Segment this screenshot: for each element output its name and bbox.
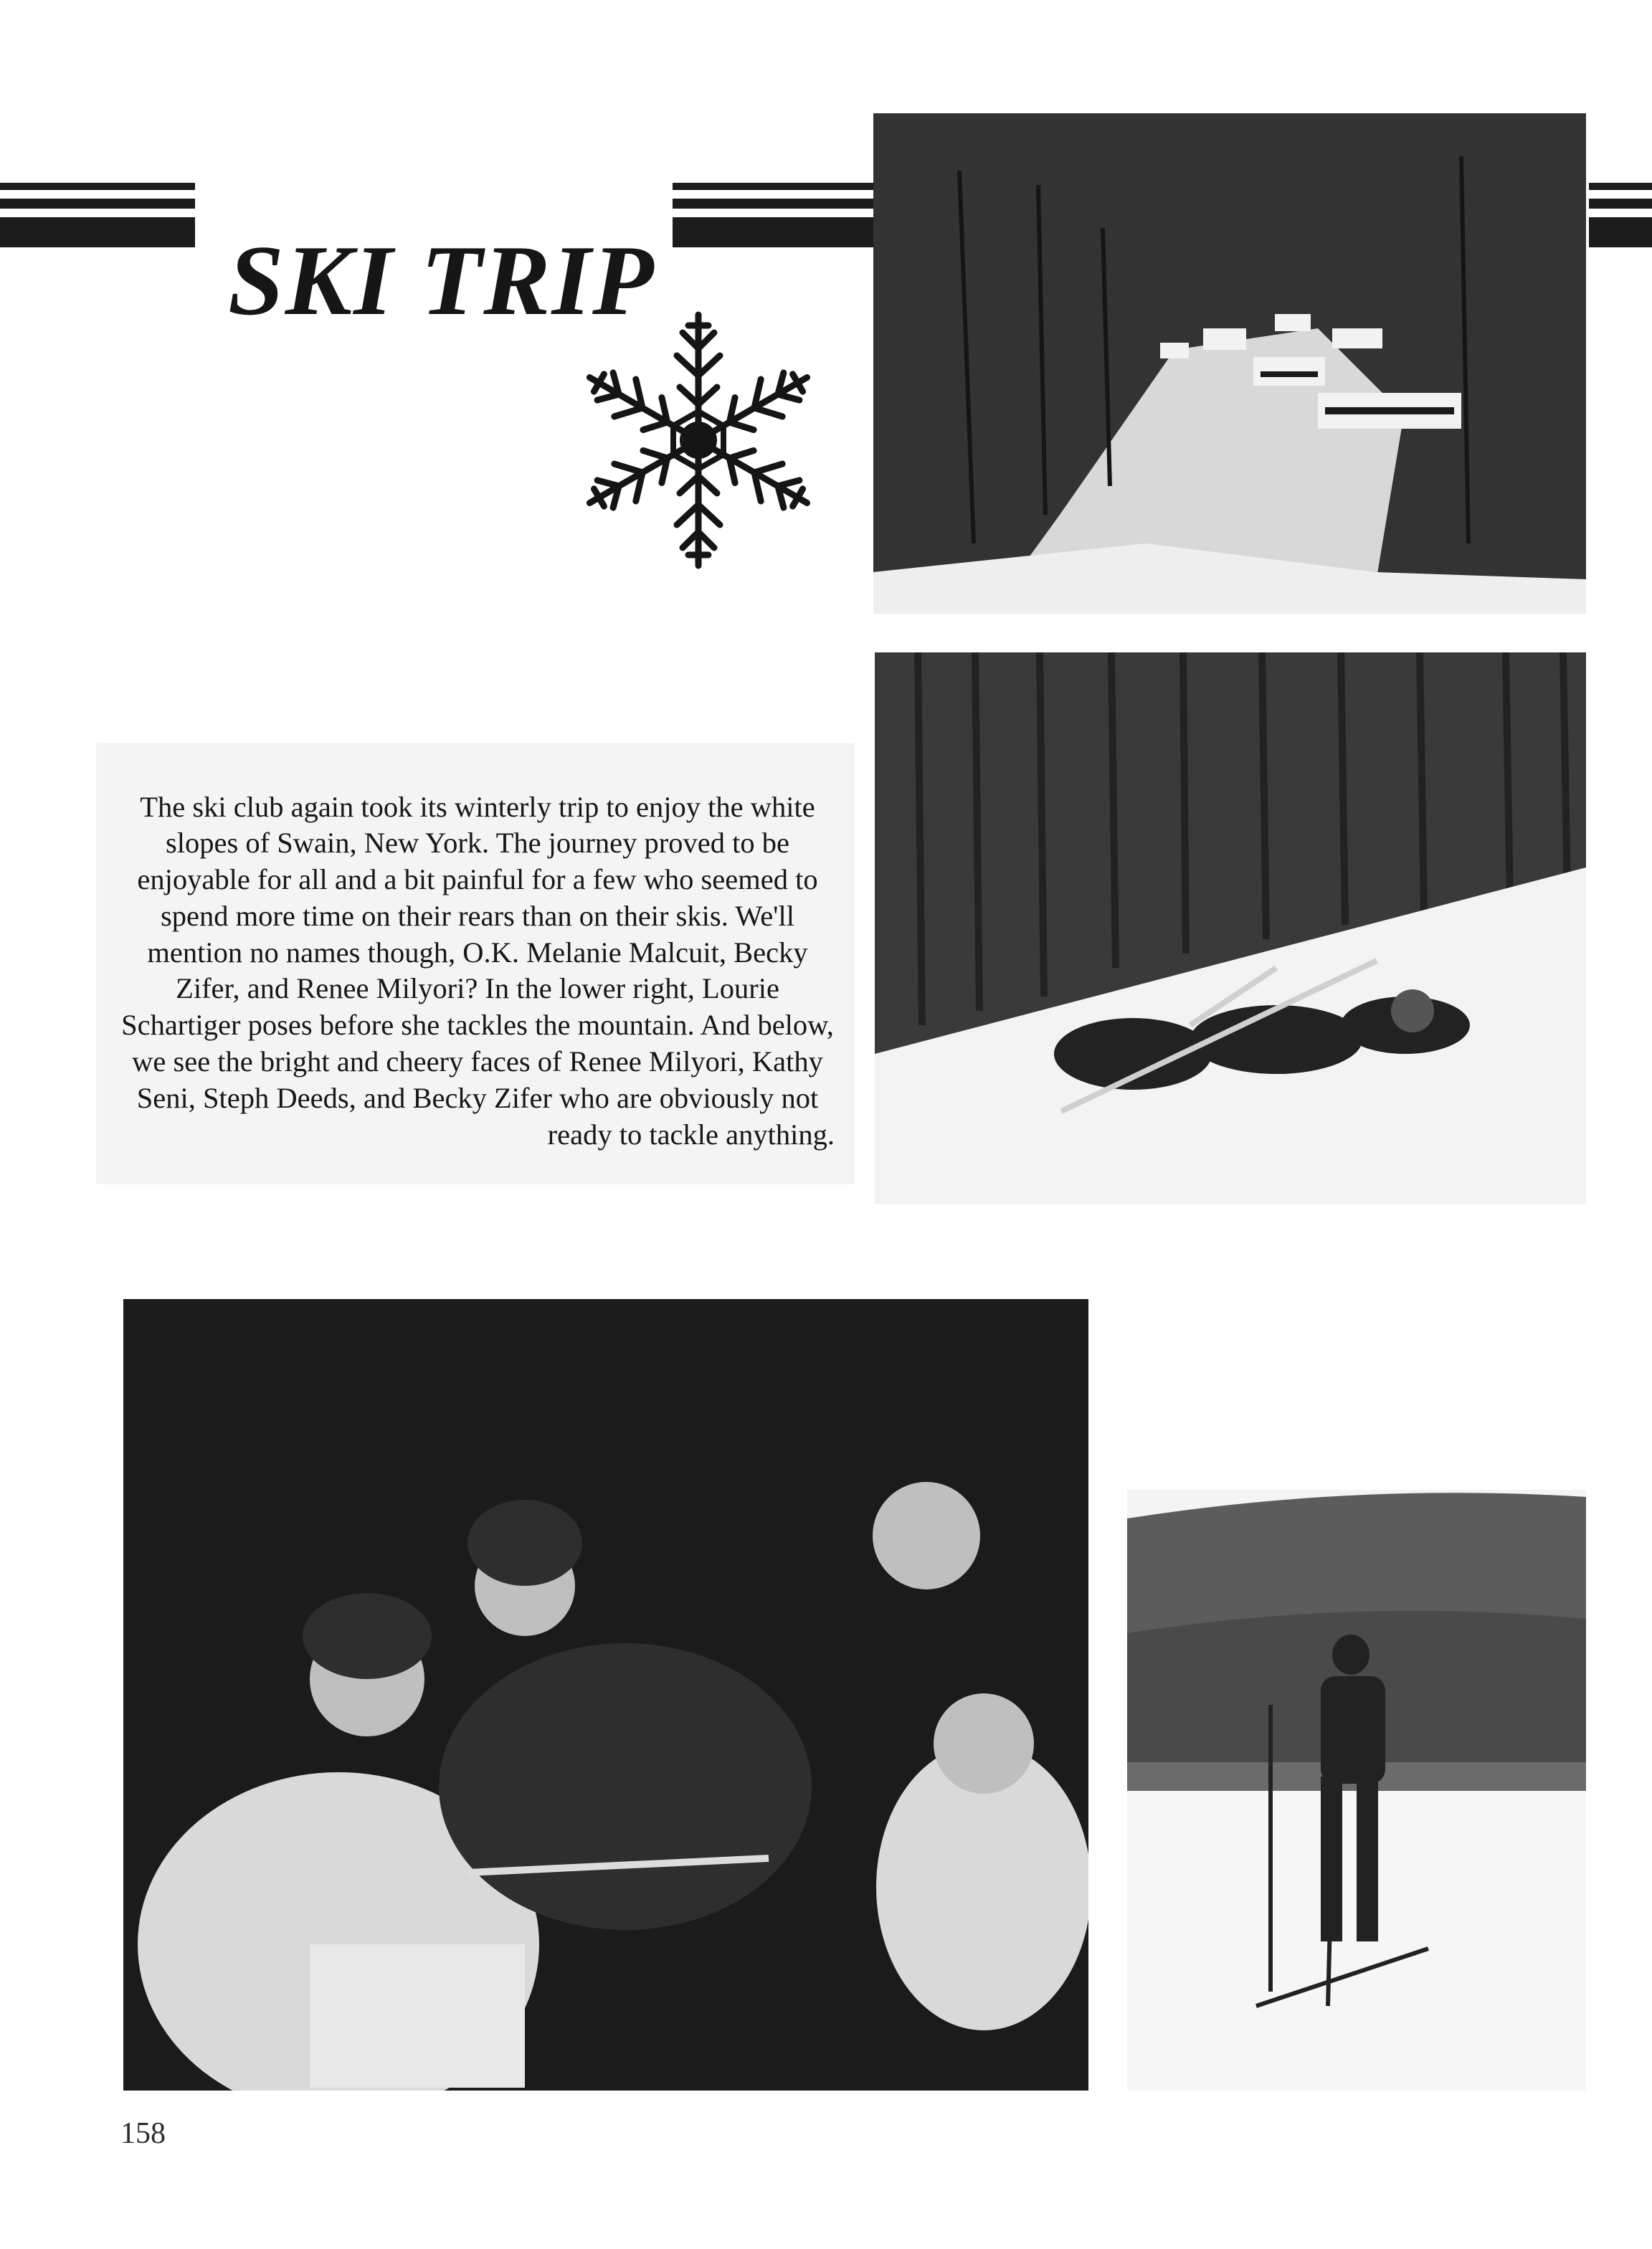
title-rule-right bbox=[1589, 183, 1652, 247]
photo-fallen-skiers bbox=[875, 652, 1586, 1204]
page-number: 158 bbox=[120, 2117, 166, 2150]
title-rule-left bbox=[0, 183, 195, 247]
photo-skier-posing bbox=[1127, 1490, 1586, 2091]
photo-ski-resort bbox=[873, 113, 1586, 614]
page-title: SKI TRIP bbox=[228, 224, 655, 336]
photo-group-students bbox=[123, 1299, 1088, 2091]
article-body: The ski club again took its winterly trip to enjoy the white slopes of Swain, New York. The journey proved to be enjoyable for all and a bit painful for a few who seemed to spend more time on their rears than on their skis. We'll mention no names though, O.K. Melanie Malcuit, Becky Zifer, and Renee Milyori? In the lower right, Lourie Schartiger poses before she tackles the mountain. And below, we see the bright and cheery faces of Renee Milyori, Kathy Seni, Steph Deeds, and Becky Zifer who are obviously not ready to tackle anything. bbox=[121, 790, 835, 1151]
snowflake-icon bbox=[569, 304, 827, 576]
title-rule-middle bbox=[673, 183, 875, 247]
